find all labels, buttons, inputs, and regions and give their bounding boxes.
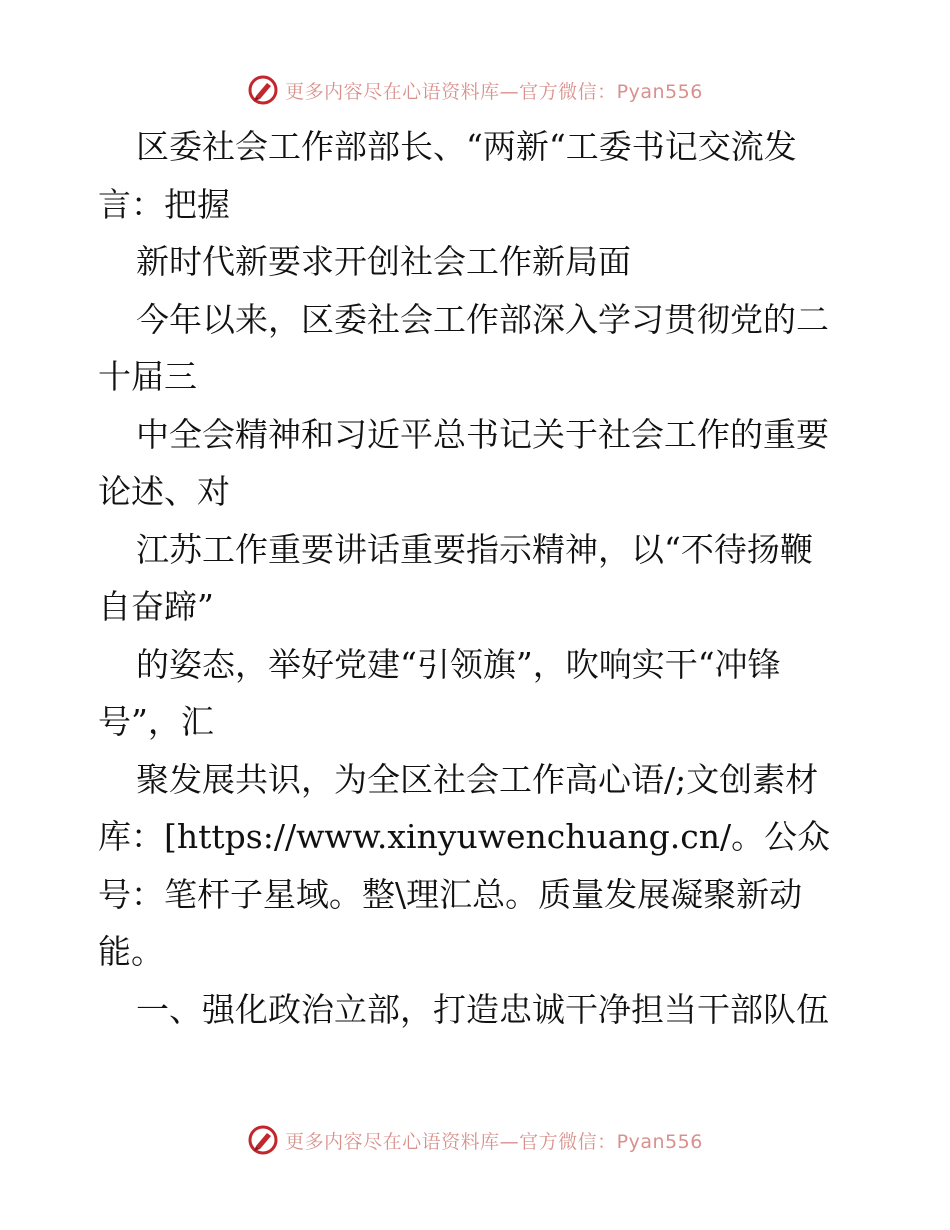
text-line: 自奋蹄”: [98, 587, 214, 626]
document-body: [98, 118, 858, 1038]
text-line: 江苏工作重要讲话重要指示精神，以“不待扬鞭: [136, 529, 813, 569]
text-line: 一、强化政治立部，打造忠诚干净担当干部队伍: [136, 989, 829, 1029]
text-line: 库：[https://www.xinyuwenchuang.cn/。公众: [98, 817, 831, 856]
text-line: 中全会精神和习近平总书记关于社会工作的重要: [136, 414, 829, 454]
header-banner: [0, 70, 950, 110]
text-line: 聚发展共识，为全区社会工作高心语/;文创素材: [136, 759, 819, 799]
text-line: 今年以来，区委社会工作部深入学习贯彻党的二: [136, 299, 829, 339]
footer-banner: [0, 1120, 950, 1160]
text-line: 能。: [98, 932, 164, 971]
header-banner-text: 更多内容尽在心语资料库—官方微信：Pyan556: [285, 80, 703, 103]
pen-logo-icon: [247, 1124, 279, 1156]
text-line: 号”，汇: [98, 702, 214, 741]
pen-logo-icon: [247, 74, 279, 106]
text-line: 新时代新要求开创社会工作新局面: [136, 242, 631, 281]
text-line: 号：笔杆子星域。整\理汇总。质量发展凝聚新动: [98, 874, 803, 914]
text-line: 的姿态，举好党建“引领旗”，吹响实干“冲锋: [136, 644, 781, 684]
footer-banner-text: 更多内容尽在心语资料库—官方微信：Pyan556: [285, 1130, 703, 1153]
text-line: 论述、对: [98, 472, 230, 511]
text-line: 区委社会工作部部长、“两新“工委书记交流发: [136, 127, 797, 166]
text-line: 十届三: [98, 357, 197, 396]
text-line: 言：把握: [98, 184, 230, 224]
